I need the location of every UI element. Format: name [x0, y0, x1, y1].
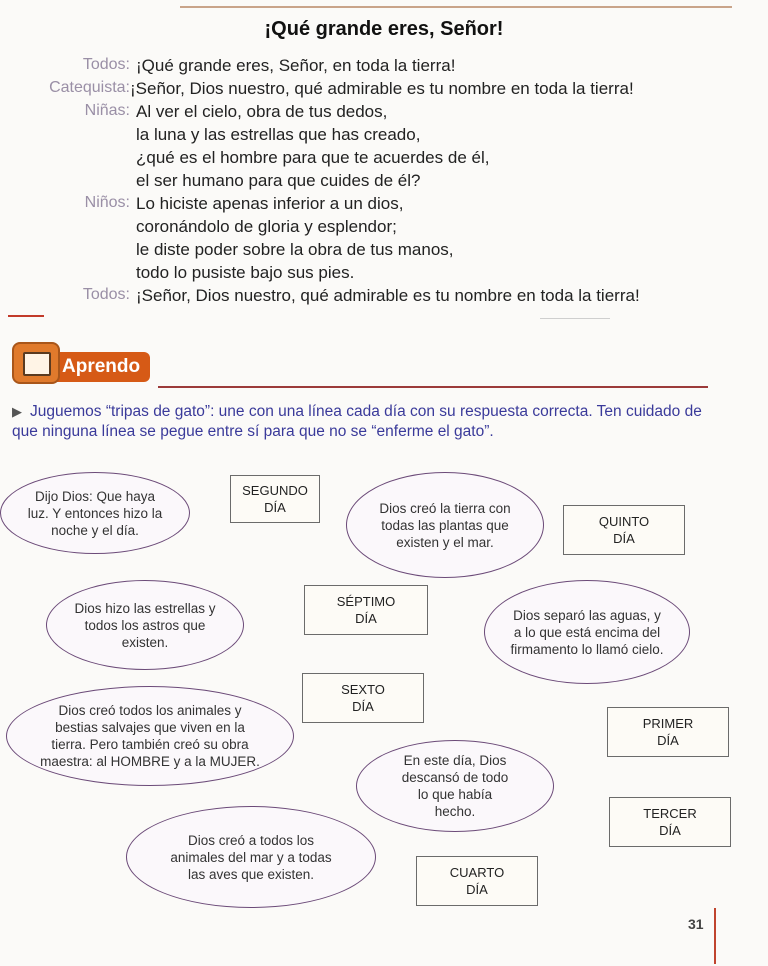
day-box-label: QUINTO [598, 514, 650, 529]
day-box[interactable] [563, 505, 685, 555]
speaker-label: Niños: [84, 194, 130, 211]
speaker-label: Todos: [82, 56, 130, 73]
day-box[interactable] [609, 797, 731, 847]
speaker-label: Catequista: [49, 79, 130, 96]
day-box-label: SEGUNDO [242, 483, 308, 498]
day-box-label: SÉPTIMO [336, 594, 396, 609]
instruction [12, 402, 724, 442]
section-header [10, 340, 158, 382]
top-rule [180, 6, 732, 8]
day-box-label: SEXTO [341, 682, 385, 697]
instruction-text: Juguemos “tripas de gato”: une con una línea cada día con su respuesta correcta. Ten cuidado de que ninguna línea se pegue entre sí para que no se “enferme el gato”. [12, 403, 702, 440]
divider [8, 315, 44, 317]
psalm-line: todo lo pusiste bajo sus pies. [136, 263, 355, 282]
page-edge-bar [714, 908, 716, 964]
psalm-line: Lo hiciste apenas inferior a un dios, [136, 194, 404, 213]
answer-oval[interactable]: Dijo Dios: Que haya luz. Y entonces hizo la noche y el día. [0, 472, 190, 554]
psalm-line: ¡Qué grande eres, Señor, en toda la tierra! [136, 56, 456, 75]
section-title: Aprendo [48, 352, 150, 382]
day-box-label: DÍA [264, 500, 286, 515]
psalm-line: la luna y las estrellas que has creado, [136, 125, 421, 144]
divider [540, 318, 610, 319]
day-box-label: DÍA [613, 531, 635, 546]
answer-oval[interactable]: Dios creó todos los animales y bestias salvajes que viven en la tierra. Pero también creó su obra maestra: al HOMBRE y a la MUJER. [6, 686, 294, 786]
psalm-line: ¡Señor, Dios nuestro, qué admirable es tu nombre en toda la tierra! [136, 286, 640, 305]
day-box-label: DÍA [659, 823, 681, 838]
book-icon [12, 342, 60, 384]
page-number: 31 [688, 916, 704, 932]
day-box-label: DÍA [352, 699, 374, 714]
day-box[interactable] [302, 673, 424, 723]
answer-oval[interactable]: Dios separó las aguas, y a lo que está encima del firmamento lo llamó cielo. [484, 580, 690, 684]
day-box[interactable] [607, 707, 729, 757]
day-box[interactable] [230, 475, 320, 523]
page-title: ¡Qué grande eres, Señor! [264, 18, 504, 40]
day-box[interactable] [304, 585, 428, 635]
day-box-label: DÍA [466, 882, 488, 897]
day-box[interactable] [416, 856, 538, 906]
day-box-label: DÍA [355, 611, 377, 626]
section-rule [158, 386, 708, 388]
day-box-label: TERCER [643, 806, 697, 821]
answer-oval[interactable]: En este día, Dios descansó de todo lo que había hecho. [356, 740, 554, 832]
psalm-line: Al ver el cielo, obra de tus dedos, [136, 102, 388, 121]
speaker-label: Todos: [82, 286, 130, 303]
psalm-line: ¿qué es el hombre para que te acuerdes de él, [136, 148, 490, 167]
day-box-label: CUARTO [449, 865, 505, 880]
psalm-line: le diste poder sobre la obra de tus manos, [136, 240, 454, 259]
answer-oval[interactable]: Dios creó la tierra con todas las plantas que existen y el mar. [346, 472, 544, 578]
answer-oval[interactable]: Dios creó a todos los animales del mar y a todas las aves que existen. [126, 806, 376, 908]
answer-oval[interactable]: Dios hizo las estrellas y todos los astros que existen. [46, 580, 244, 670]
psalm-line: ¡Señor, Dios nuestro, qué admirable es tu nombre en toda la tierra! [130, 79, 634, 98]
psalm-line: coronándolo de gloria y esplendor; [136, 217, 397, 236]
day-box-label: PRIMER [642, 716, 694, 731]
speaker-label: Niñas: [84, 102, 130, 119]
day-box-label: DÍA [657, 733, 679, 748]
psalm-line: el ser humano para que cuides de él? [136, 171, 421, 190]
triangle-bullet-icon: ▶ [12, 404, 22, 419]
